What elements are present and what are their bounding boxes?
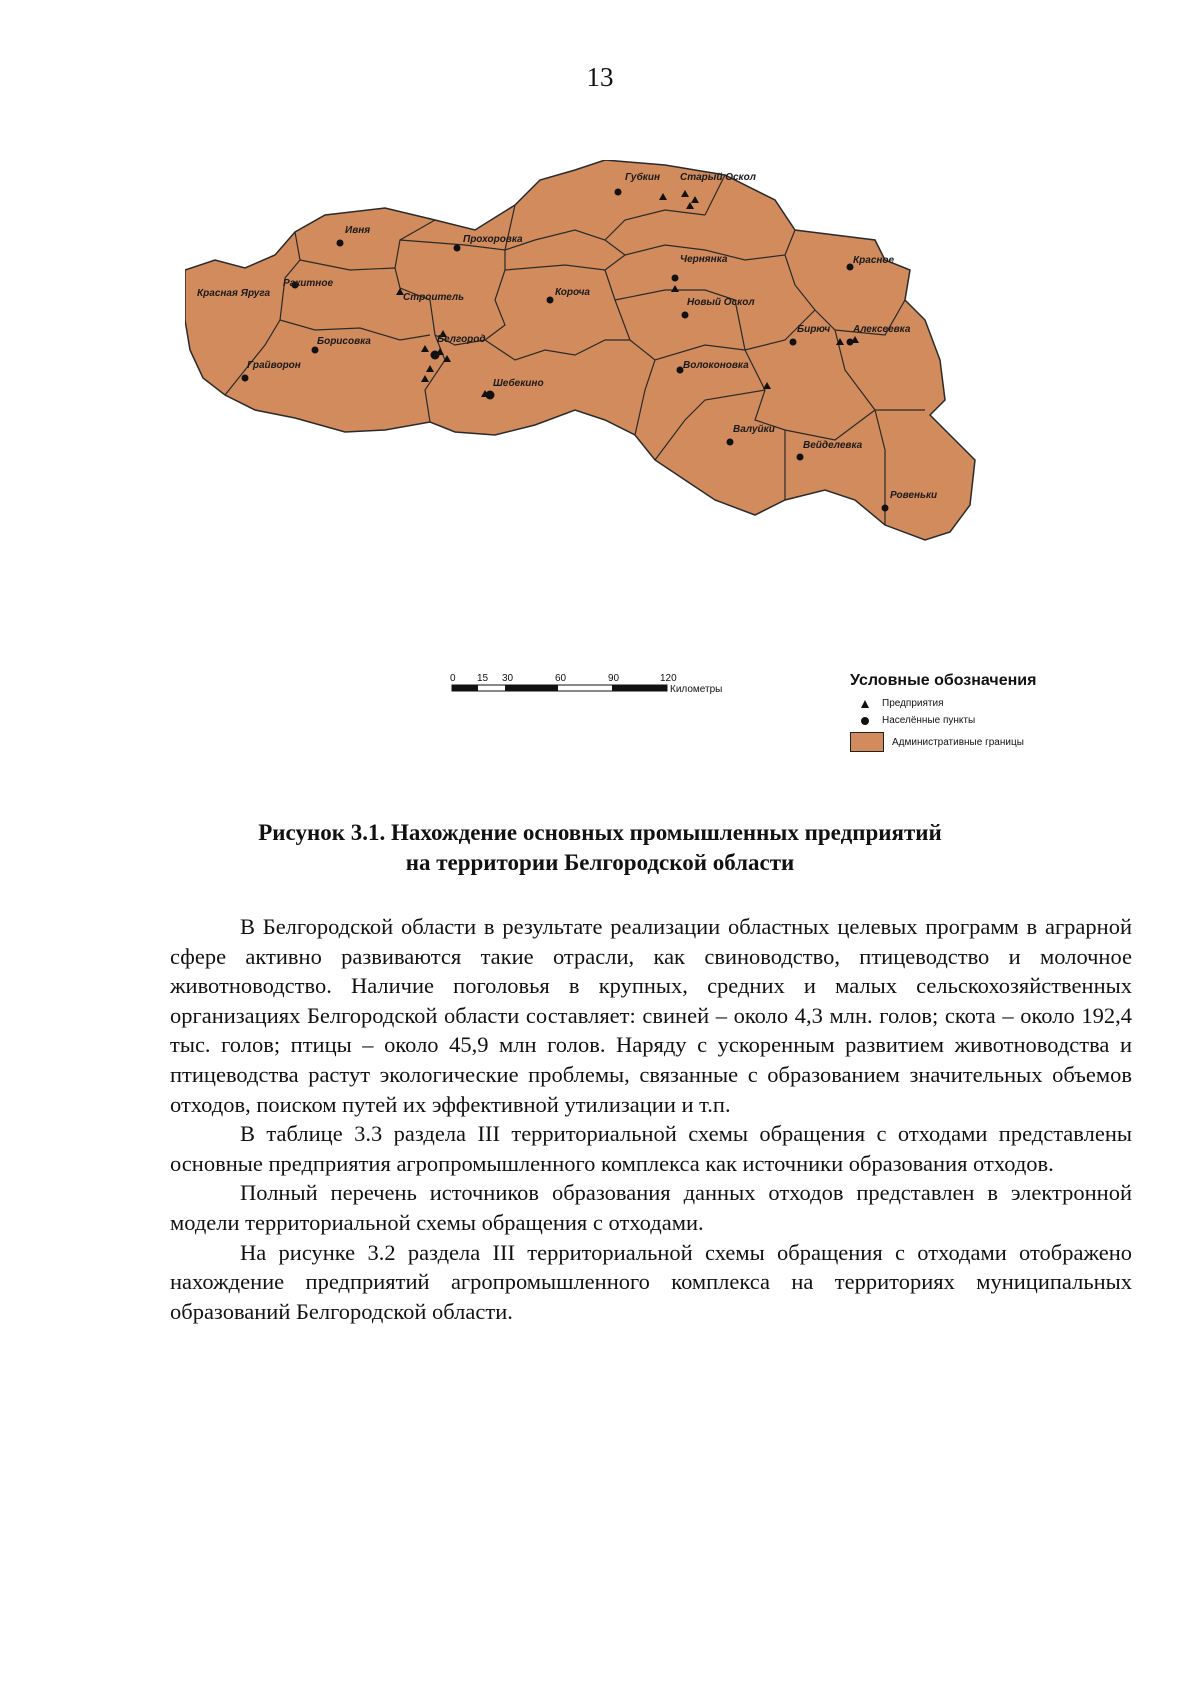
map-label-valuyki: Валуйки [733, 424, 775, 435]
body-text [170, 912, 1132, 1326]
map-label-rovenki: Ровеньки [890, 490, 938, 501]
map-label-volokonovka: Волоконовка [683, 360, 749, 371]
scale-bar [450, 670, 770, 710]
scale-tick-120: 120 [660, 673, 677, 684]
legend-enterprises-label: Предприятия [882, 698, 944, 709]
map-label-novy-oskol: Новый Оскол [687, 297, 755, 308]
scale-unit: Километры [670, 684, 723, 695]
map-legend [850, 672, 1080, 758]
legend-title: Условные обозначения [850, 672, 1037, 689]
map-label-stary-oskol: Старый Оскол [680, 172, 756, 183]
legend-row-borders [860, 732, 1080, 752]
region-map [185, 160, 1065, 590]
legend-row-enterprises [860, 698, 1080, 709]
map-label-stroitel: Строитель [403, 292, 465, 303]
map-label-grayvoron: Грайворон [247, 360, 301, 371]
scale-tick-15: 15 [477, 673, 489, 684]
map-label-borisovka: Борисовка [317, 336, 371, 347]
figure-caption [0, 818, 1200, 878]
legend-borders-label: Административные границы [892, 736, 1024, 748]
map-label-prokhorovka: Прохоровка [463, 234, 523, 245]
paragraph: Полный перечень источников образования данных отходов представлен в электронной модели территориальной схемы обращения с отходами. [170, 1180, 1132, 1235]
legend-row-settlements [860, 715, 1080, 726]
dot-icon [860, 716, 882, 726]
scale-tick-0: 0 [450, 673, 456, 684]
map-label-alekseevka: Алексеевка [853, 324, 911, 335]
map-label-rakitnoe: Ракитное [283, 278, 334, 289]
map-label-krasnaya-yaruga: Красная Яруга [197, 288, 271, 299]
region-swatch-icon [850, 732, 884, 752]
legend-settlements-label: Населённые пункты [882, 715, 976, 726]
caption-line-1: Рисунок 3.1. Нахождение основных промышленных предприятий [258, 820, 942, 845]
scale-tick-30: 30 [502, 673, 514, 684]
map-label-biryuch: Бирюч [797, 324, 831, 335]
scale-tick-60: 60 [555, 673, 567, 684]
region-outline [185, 160, 975, 540]
paragraph: В таблице 3.3 раздела III территориальной схемы обращения с отходами представлены основные предприятия агропромышленного комплекса как источники образования отходов. [170, 1121, 1132, 1176]
scale-tick-90: 90 [608, 673, 620, 684]
caption-line-2: на территории Белгородской области [405, 850, 795, 875]
map-label-veydelevka: Вейделевка [803, 440, 863, 451]
map-label-shebekino: Шебекино [493, 378, 544, 389]
map-label-gubkin: Губкин [625, 172, 660, 183]
map-label-krasnoe: Красное [853, 255, 895, 266]
triangle-icon [860, 699, 882, 709]
map-label-korocha: Короча [555, 287, 590, 298]
map-label-belgorod: Белгород [437, 334, 486, 345]
map-label-ivnya: Ивня [345, 225, 371, 236]
page-number: 13 [586, 62, 614, 92]
paragraph: В Белгородской области в результате реализации областных целевых программ в аграрной сфере активно развиваются такие отрасли, как свиноводство, птицеводство и молочное животноводство. Наличие поголовья в крупных, средних и малых сельскохозяйственных организациях Белгородской области составляет: свиней – около 4,3 млн. голов; скота – около 192,4 тыс. голов; птицы – около 45,9 млн голов. Наряду с ускоренным развитием животноводства и птицеводства растут экологические проблемы, связанные с образованием значительных объемов отходов, поиском путей их эффективной утилизации и т.п. [170, 914, 1132, 1117]
map-svg [185, 160, 1065, 590]
map-label-chernyanka: Чернянка [680, 254, 728, 265]
paragraph: На рисунке 3.2 раздела III территориальной схемы обращения с отходами отображено нахождение предприятий агропромышленного комплекса на территориях муниципальных образований Белгородской области. [170, 1239, 1132, 1324]
